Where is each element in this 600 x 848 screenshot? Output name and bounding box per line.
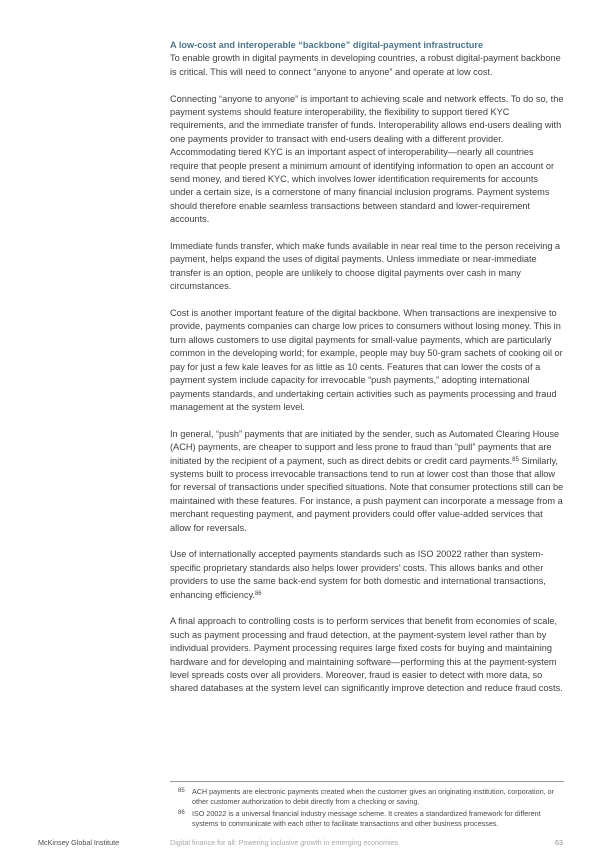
paragraph [170, 307, 564, 414]
paragraph [170, 93, 564, 227]
footnotes-list [170, 787, 564, 829]
footnote-divider [170, 781, 564, 782]
body-text [170, 52, 564, 695]
footnote-number: 85 [178, 787, 185, 794]
paragraph-text: Similarly, systems built to process irrevocable transactions tend to run at lower cost than those that allow for reversal of transactions under specified situations. Note that consumer protections still can be maintained with these features. For instance, a push payment can incorporate a message from a merchant requesting payment, and payment providers could offer value-added services that allow for reversals. [170, 455, 564, 533]
paragraph-text: A final approach to controlling costs is to perform services that benefit from economies of scale, such as payment processing and fraud detection, at the payment-system level rather than by individual providers. Payment processing requires large fixed costs for buying and maintaining hardware and for developing and maintaining software—performing this at the payment-system level spreads costs over all providers. Moreover, fraud is easier to detect with more data, so shared databases at the system level can significantly improve detection and reduce fraud costs. [170, 616, 563, 694]
footnote-area [170, 781, 564, 832]
paragraph-text: Use of internationally accepted payments standards such as ISO 20022 rather than system-specific proprietary standards also helps lower providers’ costs. This allows banks and other providers to use the same back-end system for both domestic and international transactions, enhancing efficiency. [170, 549, 546, 600]
page-footer [0, 838, 600, 848]
paragraph [170, 52, 564, 79]
paragraph-text: In general, “push” payments that are initiated by the sender, such as Automated Clearing House (ACH) payments, are cheaper to support and less prone to fraud than “pull” payments that are initiated by the recipient of a payment, such as direct debits or credit card payments. [170, 428, 560, 466]
page-number: 63 [555, 838, 563, 847]
paragraph [170, 428, 564, 535]
section-heading: A low-cost and interoperable “backbone” digital-payment infrastructure [170, 40, 484, 50]
footnote-ref: 85 [512, 456, 519, 463]
footnote-text: ACH payments are electronic payments created when the customer gives an originating institution, corporation, or other customer authorization to debit directly from a checking or saving. [192, 787, 554, 806]
paragraph-text: Connecting “anyone to anyone” is important to achieving scale and network effects. To do so, the payment systems should feature interoperability, the flexibility to support tiered KYC requirements, and the immediate transfer of funds. Interoperability allows end-users dealing with one payments provider to transact with end-users dealing with a different provider. Accommodating tiered KYC is an important aspect of interoperability—nearly all countries require that people present a minimum amount of identifying information to open an account or send money, and tiered KYC, which involves lower identification requirements for accounts under a certain size, is a cornerstone of many financial inclusion programs. Payment systems should therefore enable seamless transactions between standard and lower-requirement accounts. [170, 93, 564, 225]
paragraph [170, 615, 564, 695]
paragraph-text: To enable growth in digital payments in developing countries, a robust digital-payment backbone is critical. This will need to connect “anyone to anyone” and operate at low cost. [170, 53, 561, 77]
footer-report-title: Digital finance for all: Powering inclusive growth in emerging economies [170, 838, 399, 847]
footnote-ref: 86 [254, 590, 262, 597]
footer-institute: McKinsey Global Institute [38, 838, 120, 847]
paragraph [170, 240, 564, 294]
footnote-text: ISO 20022 is a universal financial industry message scheme. It creates a standardized framework for different systems to communicate with each other to facilitate transactions and other business processes. [192, 809, 541, 829]
page-content [170, 39, 564, 696]
footnote-number: 86 [178, 809, 185, 816]
footnote [170, 809, 564, 828]
paragraph [170, 548, 564, 602]
footnote [170, 787, 564, 806]
paragraph-text: Immediate funds transfer, which make funds available in near real time to the person receiving a payment, helps expand the uses of digital payments. Unless immediate or near-immediate transfer is an option, people are unlikely to choose digital payments over cash in many circumstances. [170, 241, 561, 292]
paragraph-text: Cost is another important feature of the digital backbone. When transactions are inexpensive to provide, payments companies can charge low prices to consumers without losing money. This in turn allows customers to use digital payments for small-value payments, which are particularly common in the developing world; for example, people may buy 50-gram sachets of cooking oil or pay for just a few kale leaves for as little as 10 cents. Features that can lower the costs of a payment system include capacity for irrevocable “push payments,” adopting international payments standards, and undertaking certain activities such as payments processing and fraud management at the system level. [170, 308, 563, 412]
